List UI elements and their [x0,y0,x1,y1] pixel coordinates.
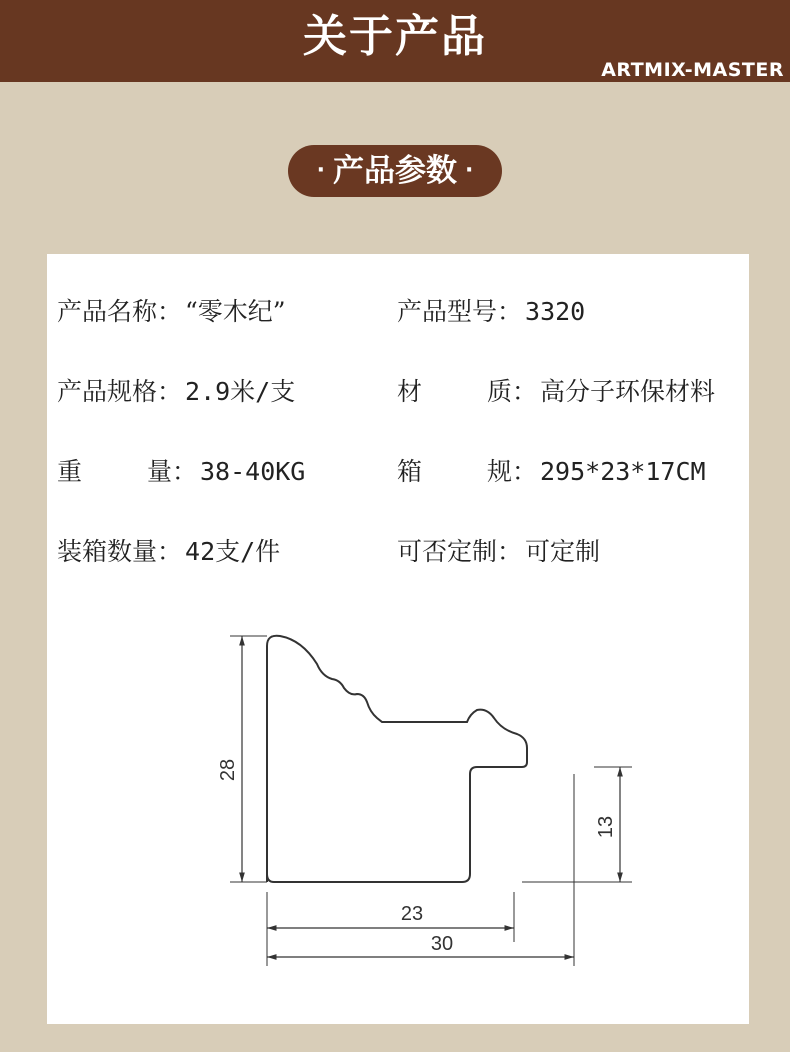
param-colon: ： [497,297,523,326]
params-card [47,254,749,1024]
dim-label-23: 23 [400,903,424,925]
param-product-name [57,292,286,332]
param-label: 产品名称 [57,297,158,326]
param-value: 可定制 [525,537,601,566]
param-colon: ： [157,297,183,326]
param-weight [57,452,305,492]
dim-label-28: 28 [217,758,239,782]
section-title-pill [288,145,502,197]
param-label: 材质 [397,377,512,406]
param-colon: ： [172,457,198,486]
profile-outline [267,636,527,882]
param-value: 高分子环保材料 [540,377,716,406]
param-label: 箱规 [397,457,512,486]
param-value: 38-40KG [200,457,306,486]
profile-drawing [217,624,642,984]
param-customizable [397,532,600,572]
param-pack-count [57,532,280,572]
header-banner [0,0,790,82]
dim-label-13: 13 [595,815,617,839]
param-value: 295*23*17CM [540,457,706,486]
brand-name: ARTMIX-MASTER [601,59,784,81]
param-value: “零木纪” [185,297,286,326]
section-title: 产品参数 [333,153,457,189]
param-colon: ： [157,537,183,566]
param-label: 装箱数量 [57,537,158,566]
param-label: 重量 [57,457,172,486]
param-value: 42支/件 [185,537,281,566]
page-title: 关于产品 [303,11,487,62]
param-colon: ： [497,537,523,566]
param-colon: ： [157,377,183,406]
param-product-model [397,292,585,332]
param-label: 可否定制 [397,537,498,566]
param-material [397,372,715,412]
dim-label-30: 30 [430,933,454,955]
param-value: 3320 [525,297,586,326]
param-colon: ： [512,377,538,406]
param-box-size [397,452,706,492]
pill-dot-right: · [465,158,474,183]
param-colon: ： [512,457,538,486]
param-label: 产品型号 [397,297,498,326]
param-value: 2.9米/支 [185,377,296,406]
param-label: 产品规格 [57,377,158,406]
pill-dot-left: · [316,158,325,183]
param-product-spec [57,372,295,412]
